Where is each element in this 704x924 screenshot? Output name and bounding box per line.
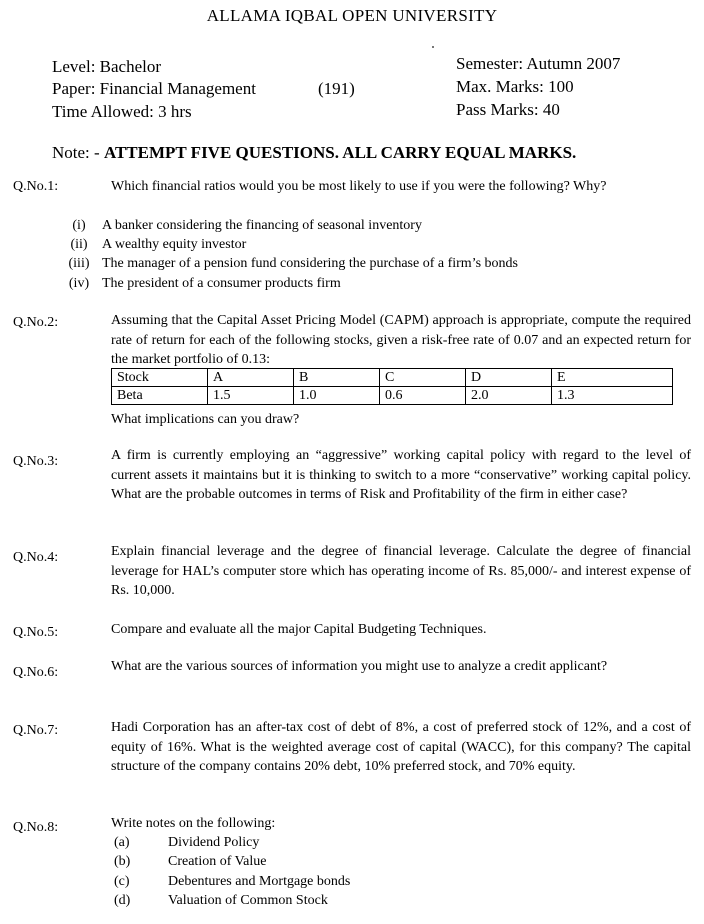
- time-allowed: Time Allowed: 3 hrs: [52, 102, 192, 121]
- question-number-7: Q.No.7:: [13, 723, 59, 738]
- university-title: ALLAMA IQBAL OPEN UNIVERSITY: [206, 6, 498, 25]
- table-cell: Beta: [112, 387, 208, 405]
- question-number-8: Q.No.8:: [13, 820, 59, 835]
- question-number-3: Q.No.3:: [13, 454, 59, 469]
- question-text-3: A firm is currently employing an “aggressive” working capital policy with regard to the level of current assets it maintains but it is thinking to switch to a more “conservative” working capital policy. What are the probable outcomes in terms of Risk and Profitability of the firm in either case?: [111, 448, 691, 502]
- paper-code: (191): [318, 79, 355, 98]
- question-text-6: What are the various sources of information you might use to analyze a credit applicant?: [111, 659, 608, 674]
- level: Level: Bachelor: [52, 57, 162, 76]
- q8-item: (b) Creation of Value: [114, 854, 267, 869]
- semester: Semester: Autumn 2007: [456, 54, 621, 73]
- q8-item: (d) Valuation of Common Stock: [114, 893, 328, 908]
- table-row: [112, 369, 673, 387]
- table-header: E: [552, 369, 673, 387]
- table-header: B: [294, 369, 380, 387]
- paper: Paper: Financial Management: [52, 79, 256, 98]
- question-number-6: Q.No.6:: [13, 665, 59, 680]
- pass-marks: Pass Marks: 40: [456, 100, 560, 119]
- question-text-7: Hadi Corporation has an after-tax cost of debt of 8%, a cost of preferred stock of 12%, and a cost of equity of 16%. What is the weighted average cost of capital (WACC), for this company? The capital structure of the company contains 20% debt, 10% preferred stock, and 70% equity.: [111, 720, 691, 774]
- table-header: A: [208, 369, 294, 387]
- table-cell: 2.0: [466, 387, 552, 405]
- question-text-5: Compare and evaluate all the major Capital Budgeting Techniques.: [111, 622, 487, 637]
- question-number-1: Q.No.1:: [13, 179, 59, 194]
- table-header: D: [466, 369, 552, 387]
- table-cell: 1.5: [208, 387, 294, 405]
- table-cell: 0.6: [380, 387, 466, 405]
- question-number-4: Q.No.4:: [13, 550, 59, 565]
- question-number-2: Q.No.2:: [13, 315, 59, 330]
- note-text: ATTEMPT FIVE QUESTIONS. ALL CARRY EQUAL MARKS.: [103, 143, 577, 162]
- table-cell: 1.3: [552, 387, 673, 405]
- table-header: C: [380, 369, 466, 387]
- max-marks: Max. Marks: 100: [456, 77, 574, 96]
- question-2-followup: What implications can you draw?: [111, 412, 300, 427]
- note-label: Note: -: [52, 143, 104, 162]
- question-text-8: Write notes on the following:: [111, 816, 276, 831]
- beta-table: [111, 368, 673, 405]
- table-header: Stock: [112, 369, 208, 387]
- q1-item: (iv) The president of a consumer products firm: [68, 276, 341, 291]
- question-number-5: Q.No.5:: [13, 625, 59, 640]
- speck: [432, 46, 434, 48]
- table-row: [112, 387, 673, 405]
- q1-item: (iii) The manager of a pension fund considering the purchase of a firm’s bonds: [68, 256, 518, 271]
- table-cell: 1.0: [294, 387, 380, 405]
- question-text-1: Which financial ratios would you be most likely to use if you were the following? Why?: [111, 179, 607, 194]
- question-text-2: Assuming that the Capital Asset Pricing Model (CAPM) approach is appropriate, compute the required rate of return for each of the following stocks, given a risk-free rate of 0.07 and an expected return for the market portfolio of 0.13:: [111, 313, 691, 367]
- q1-item: (i) A banker considering the financing of seasonal inventory: [72, 218, 422, 233]
- q8-item: (c) Debentures and Mortgage bonds: [114, 874, 351, 889]
- note: [52, 143, 576, 163]
- q8-item: (a) Dividend Policy: [114, 835, 260, 850]
- question-text-4: Explain financial leverage and the degree of financial leverage. Calculate the degree of financial leverage for HAL’s computer store which has operating income of Rs. 85,000/- and interest expense of Rs. 10,000.: [111, 544, 691, 598]
- q1-item: (ii) A wealthy equity investor: [70, 237, 247, 252]
